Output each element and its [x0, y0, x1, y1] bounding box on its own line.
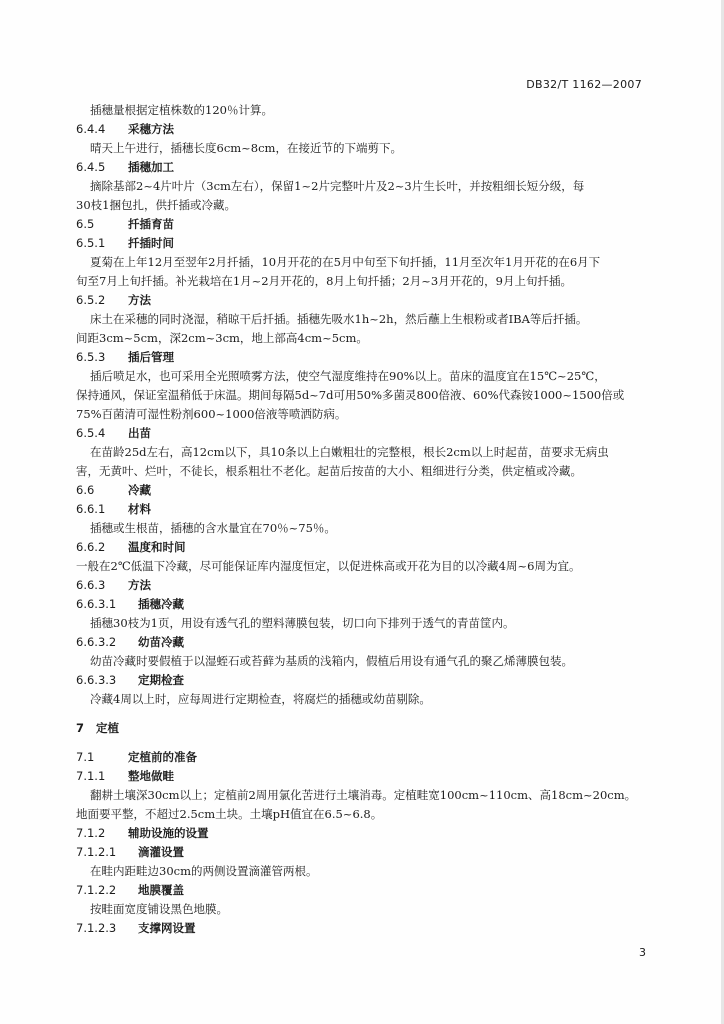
paragraph-line: 插后喷足水，也可采用全光照喷雾方法，使空气湿度维持在90%以上。苗床的温度宜在15℃~25℃， [90, 369, 606, 383]
section-heading-6-5-2 [76, 292, 151, 308]
paragraph-line: 按畦面宽度铺设黑色地膜。 [90, 902, 228, 916]
section-title: 采穗方法 [128, 122, 174, 136]
section-title: 方法 [128, 578, 151, 592]
section-number: 6.6.1 [76, 502, 106, 516]
section-heading-6-6-3-2 [76, 634, 184, 650]
section-heading-6-5-4 [76, 425, 151, 441]
section-title: 幼苗冷藏 [138, 635, 184, 649]
paragraph-line: 夏菊在上年12月至翌年2月扦插，10月开花的在5月中旬至下旬扦插，11月至次年1月开花的在6月下 [90, 255, 601, 269]
section-title: 材料 [128, 502, 151, 516]
paragraph-line: 插穗30枝为1页，用设有透气孔的塑料薄膜包装，切口向下排列于透气的青苗筐内。 [90, 616, 515, 630]
section-heading-6-5 [76, 216, 174, 232]
section-title: 插后管理 [128, 350, 174, 364]
section-number: 7 [76, 721, 85, 735]
paragraph-line: 在苗龄25d左右，高12cm以下，具10条以上白嫩粗壮的完整根，根长2cm以上时起苗，苗要求无病虫 [90, 445, 609, 459]
section-heading-6-5-3 [76, 349, 174, 365]
section-number: 6.5 [76, 217, 95, 231]
paragraph-line: 地面要平整，不超过2.5cm土块。土壤pH值宜在6.5~6.8。 [76, 807, 383, 821]
section-heading-6-6 [76, 482, 151, 498]
section-title: 整地做畦 [128, 769, 174, 783]
section-number: 7.1.1 [76, 769, 106, 783]
section-number: 6.4.4 [76, 122, 106, 136]
paragraph-line: 害，无黄叶、烂叶，不徒长，根系粗壮不老化。起苗后按苗的大小、粗细进行分类，供定植或冷藏。 [76, 464, 582, 478]
section-number: 6.4.5 [76, 160, 106, 174]
section-number: 7.1.2 [76, 826, 106, 840]
section-number: 7.1.2.3 [76, 921, 117, 935]
document-code: DB32/T 1162—2007 [526, 78, 642, 91]
section-heading-6-5-1 [76, 235, 174, 251]
paragraph-line: 一般在2℃低温下冷藏，尽可能保证库内湿度恒定，以促进株高或开花为目的以冷藏4周~6周为宜。 [76, 559, 581, 573]
section-heading-7-1-2-2 [76, 882, 184, 898]
section-heading-6-4-4 [76, 121, 174, 137]
paragraph-line: 冷藏4周以上时，应每周进行定期检查，将腐烂的插穗或幼苗剔除。 [90, 692, 431, 706]
section-number: 6.6.3.3 [76, 673, 117, 687]
section-heading-6-6-1 [76, 501, 151, 517]
section-heading-7 [76, 720, 119, 736]
section-heading-6-6-3-1 [76, 596, 184, 612]
section-title: 支撑网设置 [138, 921, 196, 935]
section-number: 6.6.3 [76, 578, 106, 592]
section-heading-6-4-5 [76, 159, 174, 175]
section-number: 7.1.2.1 [76, 845, 117, 859]
section-number: 7.1 [76, 750, 95, 764]
section-number: 6.6.3.1 [76, 597, 117, 611]
paragraph-line: 摘除基部2~4片叶片（3cm左右），保留1~2片完整叶片及2~3片生长叶，并按粗细长短分级，每 [90, 179, 585, 193]
section-number: 6.5.4 [76, 426, 106, 440]
section-number: 6.5.1 [76, 236, 106, 250]
section-title: 温度和时间 [128, 540, 186, 554]
section-title: 定期检查 [138, 673, 184, 687]
paragraph-line: 旬至7月上旬扦插。补光栽培在1月~2月开花的，8月上旬扦插；2月~3月开花的，9月上旬扦插。 [76, 274, 572, 288]
section-number: 6.5.2 [76, 293, 106, 307]
section-title: 辅助设施的设置 [128, 826, 209, 840]
paragraph-line: 插穗或生根苗，插穗的含水量宜在70％~75％。 [90, 521, 336, 535]
paragraph-line: 晴天上午进行，插穗长度6cm~8cm，在接近节的下端剪下。 [90, 141, 402, 155]
section-title: 扦插时间 [128, 236, 174, 250]
section-heading-6-6-3-3 [76, 672, 184, 688]
paragraph-line: 保持通风，保证室温稍低于床温。期间每隔5d~7d可用50%多菌灵800倍液、60%代森铵1000~1500倍或 [76, 388, 625, 402]
section-title: 插穗冷藏 [138, 597, 184, 611]
section-heading-6-6-3 [76, 577, 151, 593]
section-title: 出苗 [128, 426, 151, 440]
paragraph-line: 插穗量根据定植株数的120％计算。 [90, 103, 273, 117]
section-title: 定植前的准备 [128, 750, 197, 764]
section-heading-7-1 [76, 749, 197, 765]
section-number: 6.5.3 [76, 350, 106, 364]
section-heading-7-1-1 [76, 768, 174, 784]
section-title: 滴灌设置 [138, 845, 184, 859]
section-heading-7-1-2-1 [76, 844, 184, 860]
page-number: 3 [639, 946, 646, 959]
section-title: 地膜覆盖 [138, 883, 184, 897]
section-heading-6-6-2 [76, 539, 186, 555]
section-title: 扦插育苗 [128, 217, 174, 231]
section-title: 冷藏 [128, 483, 151, 497]
section-number: 7.1.2.2 [76, 883, 117, 897]
section-number: 6.6.2 [76, 540, 106, 554]
paragraph-line: 间距3cm~5cm，深2cm~3cm，地上部高4cm~5cm。 [76, 331, 368, 345]
paragraph-line: 床土在采穗的同时浇湿，稍晾干后扦插。插穗先吸水1h~2h，然后蘸上生根粉或者IBA等后扦插。 [90, 312, 588, 326]
section-number: 6.6 [76, 483, 95, 497]
paragraph-line: 幼苗冷藏时要假植于以湿蛭石或苔藓为基质的浅箱内，假植后用设有通气孔的聚乙烯薄膜包装。 [90, 654, 573, 668]
paragraph-line: 翻耕土壤深30cm以上；定植前2周用氯化苦进行土壤消毒。定植畦宽100cm~110cm、高18cm~20cm。 [90, 788, 637, 802]
section-number: 6.6.3.2 [76, 635, 117, 649]
paragraph-line: 在畦内距畦边30cm的两侧设置滴灌管两根。 [90, 864, 318, 878]
paragraph-line: 75%百菌清可湿性粉剂600~1000倍液等喷洒防病。 [76, 407, 347, 421]
section-title: 方法 [128, 293, 151, 307]
section-title: 定植 [96, 721, 119, 735]
paragraph-line: 30枝1捆包扎，供扦插或冷藏。 [76, 198, 236, 212]
section-heading-7-1-2 [76, 825, 209, 841]
section-title: 插穗加工 [128, 160, 174, 174]
section-heading-7-1-2-3 [76, 920, 196, 936]
